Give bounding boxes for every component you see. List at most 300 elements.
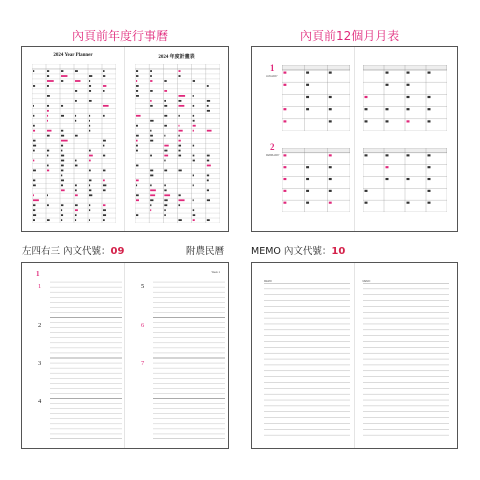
- entry-mark: [150, 135, 153, 137]
- entry-mark: [33, 199, 39, 201]
- entry-mark: [103, 115, 105, 117]
- entry-mark: [207, 189, 209, 191]
- entry-mark: [61, 145, 63, 147]
- entry-mark: [164, 170, 167, 172]
- entry-mark: [75, 120, 76, 122]
- entry-mark: [150, 170, 153, 172]
- entry-mark: [150, 140, 153, 142]
- entry-mark: [89, 160, 91, 162]
- entry-mark: [33, 140, 36, 142]
- entry-mark: [33, 204, 35, 206]
- memo-code: 10: [331, 246, 346, 257]
- entry-mark: [178, 219, 181, 221]
- weekly-left-page: [22, 263, 125, 448]
- date-mark: [427, 154, 430, 156]
- entry-mark: [47, 95, 50, 97]
- entry-mark: [150, 100, 151, 102]
- weekly-right-page: [125, 263, 228, 448]
- entry-mark: [103, 90, 105, 92]
- entry-mark: [75, 100, 77, 102]
- entry-mark: [47, 110, 49, 112]
- date-mark: [427, 108, 430, 110]
- entry-mark: [33, 209, 35, 211]
- date-mark: [406, 202, 409, 204]
- entry-mark: [178, 130, 182, 132]
- entry-mark: [33, 184, 36, 186]
- entry-mark: [193, 199, 194, 201]
- date-mark: [283, 178, 286, 180]
- entry-mark: [136, 140, 138, 142]
- entry-mark: [207, 165, 211, 167]
- entry-mark: [61, 184, 63, 186]
- entry-mark: [178, 105, 184, 107]
- entry-mark: [150, 194, 155, 196]
- entry-mark: [103, 184, 106, 186]
- month-label-top: JANUARY: [266, 75, 278, 78]
- day-number-7: 7: [141, 360, 145, 367]
- date-mark: [329, 166, 332, 168]
- entry-mark: [75, 160, 77, 162]
- year-planner-left-grid: [32, 64, 116, 223]
- date-mark: [329, 72, 332, 74]
- entry-mark: [103, 170, 105, 172]
- entry-mark: [47, 135, 50, 137]
- entry-mark: [103, 214, 106, 216]
- day-number-6: 6: [141, 322, 145, 329]
- weekly-week-label: Week 1: [211, 271, 220, 274]
- entry-mark: [103, 204, 105, 206]
- entry-mark: [33, 105, 34, 107]
- entry-mark: [33, 85, 35, 87]
- entry-mark: [103, 105, 109, 107]
- entry-mark: [47, 150, 49, 152]
- entry-mark: [207, 110, 210, 112]
- entry-mark: [178, 150, 180, 152]
- month-number-bottom: 2: [270, 142, 275, 152]
- entry-mark: [193, 175, 194, 177]
- entry-mark: [164, 199, 167, 201]
- date-mark: [385, 166, 388, 168]
- date-mark: [283, 120, 286, 122]
- entry-mark: [61, 75, 67, 77]
- date-mark: [427, 166, 430, 168]
- entry-mark: [178, 194, 180, 196]
- day-number-3: 3: [38, 360, 42, 367]
- date-mark: [329, 190, 332, 192]
- entry-mark: [150, 120, 153, 122]
- entry-mark: [47, 204, 49, 206]
- entry-mark: [150, 80, 152, 82]
- date-mark: [283, 202, 286, 204]
- year-planner-right-title: 2024 年度計畫表: [158, 55, 195, 60]
- entry-mark: [89, 150, 91, 152]
- entry-mark: [164, 145, 168, 147]
- entry-mark: [75, 214, 77, 216]
- entry-mark: [164, 80, 166, 82]
- memo-right-lines: [363, 283, 449, 441]
- entry-mark: [103, 85, 106, 87]
- date-mark: [385, 72, 388, 74]
- entry-mark: [75, 80, 81, 82]
- entry-mark: [47, 105, 49, 107]
- month-grid-top-right: [363, 65, 447, 131]
- entry-mark: [89, 179, 91, 181]
- weekly-code: 09: [110, 246, 125, 257]
- entry-mark: [150, 175, 153, 177]
- entry-mark: [150, 189, 156, 191]
- entry-mark: [47, 85, 49, 87]
- entry-mark: [150, 70, 152, 72]
- year-planner-left-title: 2024 Year Planner: [53, 53, 93, 58]
- entry-mark: [47, 115, 48, 117]
- memo-left-page: [252, 263, 355, 448]
- date-mark: [306, 72, 309, 74]
- weekly-left-lines: [50, 277, 122, 439]
- date-mark: [406, 84, 409, 86]
- entry-mark: [150, 184, 151, 186]
- entry-mark: [33, 145, 36, 147]
- date-mark: [427, 120, 430, 122]
- year-planner-left-page: [22, 47, 125, 231]
- date-mark: [427, 72, 430, 74]
- entry-mark: [193, 115, 194, 117]
- date-mark: [306, 190, 309, 192]
- entry-mark: [75, 70, 78, 72]
- date-mark: [329, 202, 332, 204]
- date-mark: [427, 178, 430, 180]
- day-number-2: 2: [38, 322, 42, 329]
- entry-mark: [33, 214, 36, 216]
- year-planner-title: 內頁前年度行事曆: [72, 29, 169, 43]
- month-grid-bottom-left: [282, 148, 350, 212]
- entry-mark: [207, 130, 212, 132]
- entry-mark: [61, 165, 64, 167]
- entry-mark: [89, 209, 90, 211]
- entry-mark: [103, 179, 105, 181]
- date-mark: [283, 72, 286, 74]
- monthly-panel: [251, 46, 458, 232]
- entry-mark: [207, 179, 209, 181]
- entry-mark: [193, 80, 195, 82]
- entry-mark: [61, 150, 62, 152]
- date-mark: [364, 120, 367, 122]
- entry-mark: [33, 179, 35, 181]
- date-mark: [406, 178, 409, 180]
- entry-mark: [150, 90, 153, 92]
- entry-mark: [33, 160, 34, 162]
- entry-mark: [47, 155, 48, 157]
- entry-mark: [75, 219, 76, 221]
- date-mark: [306, 202, 309, 204]
- entry-mark: [47, 130, 51, 132]
- entry-mark: [207, 85, 209, 87]
- entry-mark: [207, 105, 209, 107]
- entry-mark: [103, 75, 105, 77]
- date-mark: [406, 72, 409, 74]
- entry-mark: [207, 199, 210, 201]
- entry-mark: [207, 175, 209, 177]
- entry-mark: [89, 194, 92, 196]
- entry-mark: [75, 189, 77, 191]
- entry-mark: [136, 194, 139, 196]
- day-number-1: 1: [38, 283, 42, 290]
- entry-mark: [150, 130, 151, 132]
- entry-mark: [89, 90, 91, 92]
- weekly-month-number: 1: [36, 270, 40, 278]
- entry-mark: [47, 80, 54, 82]
- date-mark: [306, 166, 309, 168]
- entry-mark: [103, 155, 105, 157]
- entry-mark: [164, 214, 166, 216]
- weekly-right-lines: [153, 277, 225, 439]
- entry-mark: [164, 115, 167, 117]
- date-mark: [406, 108, 409, 110]
- month-header-row: [282, 148, 350, 153]
- entry-mark: [61, 214, 63, 216]
- day-number-4: 4: [38, 398, 42, 405]
- entry-mark: [178, 125, 179, 127]
- date-mark: [364, 202, 367, 204]
- entry-mark: [193, 209, 195, 211]
- entry-mark: [89, 184, 90, 186]
- entry-mark: [61, 70, 63, 72]
- entry-mark: [61, 160, 64, 162]
- entry-mark: [136, 80, 137, 82]
- date-mark: [329, 120, 332, 122]
- month-grid-bottom-right: [363, 148, 447, 212]
- entry-mark: [47, 70, 49, 72]
- entry-mark: [193, 145, 194, 147]
- entry-mark: [178, 135, 179, 137]
- day-number-5: 5: [141, 283, 145, 290]
- entry-mark: [61, 105, 63, 107]
- entry-mark: [89, 219, 90, 221]
- entry-mark: [178, 145, 181, 147]
- entry-mark: [89, 125, 90, 127]
- date-mark: [385, 120, 388, 122]
- date-mark: [364, 154, 367, 156]
- entry-mark: [136, 150, 138, 152]
- date-mark: [306, 178, 309, 180]
- entry-mark: [150, 105, 153, 107]
- date-mark: [283, 84, 286, 86]
- date-mark: [283, 166, 286, 168]
- entry-mark: [164, 204, 167, 206]
- entry-mark: [136, 135, 139, 137]
- entry-mark: [207, 155, 210, 157]
- date-mark: [283, 108, 286, 110]
- entry-mark: [136, 214, 138, 216]
- weekly-caption-text: 左四右三 內文代號：: [22, 246, 111, 257]
- entry-mark: [178, 204, 180, 206]
- entry-mark: [164, 184, 166, 186]
- month-grid-top-left: [282, 65, 350, 131]
- lunar-note: 附農民曆: [186, 246, 225, 257]
- date-mark: [306, 108, 309, 110]
- entry-mark: [61, 155, 64, 157]
- entry-mark: [33, 130, 35, 132]
- entry-mark: [178, 170, 181, 172]
- date-mark: [329, 154, 332, 156]
- entry-mark: [75, 194, 78, 196]
- date-mark: [283, 154, 286, 156]
- entry-mark: [164, 125, 167, 127]
- date-mark: [427, 96, 430, 98]
- entry-mark: [61, 189, 65, 191]
- entry-mark: [47, 170, 49, 172]
- date-mark: [385, 108, 388, 110]
- entry-mark: [207, 100, 210, 102]
- entry-mark: [178, 95, 185, 97]
- entry-mark: [193, 214, 196, 216]
- entry-mark: [164, 155, 168, 157]
- entry-mark: [61, 115, 64, 117]
- entry-mark: [164, 150, 167, 152]
- date-mark: [329, 96, 332, 98]
- entry-mark: [89, 155, 93, 157]
- year-planner-panel: [21, 46, 229, 232]
- entry-mark: [75, 135, 78, 137]
- entry-mark: [150, 204, 151, 206]
- entry-mark: [193, 184, 194, 186]
- date-mark: [406, 120, 409, 122]
- date-mark: [306, 96, 309, 98]
- entry-mark: [61, 209, 62, 211]
- entry-mark: [178, 140, 180, 142]
- monthly-left-page: [252, 47, 355, 231]
- entry-mark: [33, 219, 35, 221]
- entry-mark: [89, 189, 91, 191]
- entry-mark: [89, 115, 90, 117]
- date-mark: [364, 190, 367, 192]
- month-number-top: 1: [270, 63, 275, 73]
- entry-mark: [61, 130, 63, 132]
- date-mark: [306, 84, 309, 86]
- entry-mark: [89, 170, 91, 172]
- entry-mark: [150, 209, 151, 211]
- date-mark: [385, 84, 388, 86]
- entry-mark: [47, 75, 49, 77]
- entry-mark: [150, 155, 152, 157]
- entry-mark: [61, 179, 64, 181]
- entry-mark: [150, 75, 152, 77]
- memo-left-lines: [264, 283, 350, 441]
- entry-mark: [193, 130, 194, 132]
- entry-mark: [136, 184, 137, 186]
- entry-mark: [136, 115, 141, 117]
- date-mark: [427, 190, 430, 192]
- entry-mark: [136, 199, 139, 201]
- entry-mark: [136, 75, 138, 77]
- entry-mark: [207, 160, 209, 162]
- entry-mark: [61, 80, 63, 82]
- entry-mark: [89, 100, 92, 102]
- entry-mark: [75, 184, 77, 186]
- entry-mark: [193, 120, 195, 122]
- entry-mark: [136, 145, 138, 147]
- monthly-title: 內頁前12個月月表: [300, 29, 400, 43]
- entry-mark: [178, 155, 181, 157]
- entry-mark: [164, 90, 167, 92]
- entry-mark: [33, 170, 36, 172]
- month-label-bottom: FEBRUARY: [266, 154, 280, 157]
- entry-mark: [103, 140, 106, 142]
- entry-mark: [75, 209, 78, 211]
- entry-mark: [89, 204, 90, 206]
- entry-mark: [47, 219, 50, 221]
- date-mark: [406, 96, 409, 98]
- date-mark: [385, 154, 388, 156]
- entry-mark: [103, 219, 105, 221]
- month-header-row: [282, 65, 350, 70]
- date-mark: [427, 202, 430, 204]
- date-mark: [364, 96, 367, 98]
- entry-mark: [136, 85, 139, 87]
- memo-right-page: [355, 263, 458, 448]
- entry-mark: [103, 209, 106, 211]
- entry-mark: [164, 189, 166, 191]
- entry-mark: [33, 115, 34, 117]
- entry-mark: [103, 189, 106, 191]
- entry-mark: [164, 209, 165, 211]
- date-mark: [406, 154, 409, 156]
- weekly-panel: [21, 262, 229, 449]
- entry-mark: [75, 115, 76, 117]
- weekly-caption: [22, 243, 124, 257]
- entry-mark: [89, 85, 91, 87]
- memo-caption: [251, 243, 345, 257]
- entry-mark: [164, 194, 170, 196]
- entry-mark: [61, 170, 63, 172]
- memo-left-label: MEMO: [264, 280, 272, 283]
- entry-mark: [178, 100, 181, 102]
- year-planner-right-page: [125, 47, 228, 231]
- entry-mark: [178, 199, 184, 201]
- date-mark: [329, 178, 332, 180]
- year-planner-right-grid: [135, 64, 220, 223]
- entry-mark: [61, 204, 63, 206]
- date-mark: [329, 108, 332, 110]
- entry-mark: [164, 105, 167, 107]
- entry-mark: [61, 135, 64, 137]
- entry-mark: [47, 120, 48, 122]
- entry-mark: [193, 160, 195, 162]
- entry-mark: [47, 194, 48, 196]
- entry-mark: [33, 150, 35, 152]
- entry-mark: [75, 165, 78, 167]
- entry-mark: [178, 115, 179, 117]
- entry-mark: [136, 165, 138, 167]
- entry-mark: [61, 140, 68, 142]
- entry-mark: [89, 120, 90, 122]
- entry-mark: [103, 70, 105, 72]
- entry-mark: [193, 125, 196, 127]
- entry-mark: [136, 179, 139, 181]
- entry-mark: [136, 70, 138, 72]
- entry-mark: [75, 204, 78, 206]
- entry-mark: [89, 130, 90, 132]
- date-mark: [385, 178, 388, 180]
- entry-mark: [61, 175, 62, 177]
- date-mark: [364, 108, 367, 110]
- entry-mark: [33, 194, 34, 196]
- entry-mark: [164, 100, 166, 102]
- entry-mark: [164, 160, 165, 162]
- entry-mark: [33, 70, 34, 72]
- date-mark: [283, 190, 286, 192]
- entry-mark: [89, 80, 90, 82]
- entry-mark: [178, 75, 180, 77]
